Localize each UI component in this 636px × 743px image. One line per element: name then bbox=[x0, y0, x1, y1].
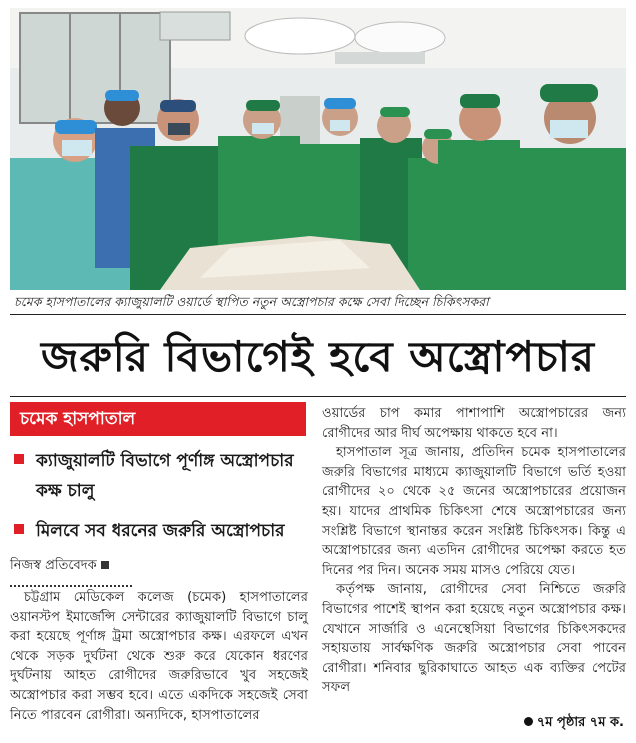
photo-caption: চমেক হাসপাতালের ক্যাজুয়ালটি ওয়ার্ডে স্থাপিত নতুন অস্ত্রোপচার কক্ষে সেবা দিচ্ছেন চিকিৎসকরা bbox=[14, 294, 489, 309]
paragraph: কর্তৃপক্ষ জানায়, রোগীদের সেবা নিশ্চিতে জরুরি বিভাগের পাশেই স্থাপন করা হয়েছে নতুন অস্ত্রোপচার কক্ষ। যেখানে সার্জারি ও এনেস্থেসিয়া বিভাগের চিকিৎসকদের সহায়তায় সার্বক্ষণিক জরুরি অস্ত্রোপচার সেবা পাবেন রোগীরা। শনিবার ছুরিকাঘাতে আহত এক ব্যক্তির পেটের সফল bbox=[322, 582, 626, 696]
section-label: চমেক হাসপাতাল bbox=[10, 402, 306, 436]
continued-text: ৭ম পৃষ্ঠার ৭ম ক. bbox=[536, 715, 624, 730]
byline bbox=[10, 556, 306, 577]
byline-square-icon bbox=[101, 561, 109, 569]
continued-note bbox=[524, 713, 624, 734]
summary-bullet-text: ক্যাজুয়ালটি বিভাগে পূর্ণাঙ্গ অস্ত্রোপচার কক্ষ চালু bbox=[36, 451, 294, 501]
article-body-left bbox=[10, 588, 308, 725]
paragraph: চট্টগ্রাম মেডিকেল কলেজ (চমেক) হাসপাতালের ওয়ানস্টপ ইমার্জেন্সি সেন্টারের ক্যাজুয়ালটি বিভাগে চালু করা হয়েছে পূর্ণাঙ্গ ট্রমা অস্ত্রোপচার কক্ষ। এরফলে এখন থেকে সড়ক দুর্ঘটনা থেকে শুরু করে যেকোন ধরণের দুর্ঘটনায় আহত রোগীদের জরুরিভাবে খুব সহজেই অস্ত্রোপচার করা সম্ভব হবে। এতে একদিকে সহজেই সেবা নিতে পারবেন রোগীরা। অন্যদিকে, হাসপাতালের bbox=[10, 590, 308, 723]
dotted-divider bbox=[10, 585, 132, 587]
paragraph: ওয়ার্ডের চাপ কমার পাশাপাশি অস্ত্রোপচারের জন্য রোগীদের আর দীর্ঘ অপেক্ষায় থাকতে হবে না। bbox=[322, 406, 626, 441]
headline-divider bbox=[10, 396, 626, 397]
bullet-square-icon bbox=[14, 524, 24, 534]
summary-bullet-text: মিলবে সব ধরনের জরুরি অস্ত্রোপচার bbox=[36, 521, 285, 541]
paragraph: হাসপাতাল সূত্র জানায়, প্রতিদিন চমেক হাসপাতালের জরুরি বিভাগের মাধ্যমে ক্যাজুয়ালটি বিভাগে ভর্তি হওয়া রোগীদের ২০ থেকে ২৫ জনের অস্ত্রোপচারের প্রয়োজন হয়। যাদের প্রাথমিক চিকিৎসা শেষে অস্ত্রোপচারের জন্য সংশ্লিষ্ট বিভাগে স্থানান্তর করেন সংশ্লিষ্ট চিকিৎসক। কিন্তু এ অস্ত্রোপচারের জন্য এতদিন রোগীদের অপেক্ষা করতে হত দিনের পর দিন। অনেক সময় মাসও পেরিয়ে যেত। bbox=[322, 445, 626, 578]
bullet-square-icon bbox=[14, 454, 24, 464]
caption-divider bbox=[10, 314, 626, 315]
bullet-dot-icon bbox=[524, 717, 533, 726]
headline: জরুরি বিভাগেই হবে অস্ত্রোপচার bbox=[41, 332, 595, 381]
summary-column bbox=[10, 402, 306, 587]
article-body-right bbox=[322, 404, 626, 698]
summary-bullet bbox=[10, 516, 306, 546]
news-photo bbox=[10, 8, 626, 290]
byline-text: নিজস্ব প্রতিবেদক bbox=[10, 558, 97, 573]
summary-bullet bbox=[10, 446, 306, 506]
surgeons-photo-illustration bbox=[10, 8, 626, 290]
